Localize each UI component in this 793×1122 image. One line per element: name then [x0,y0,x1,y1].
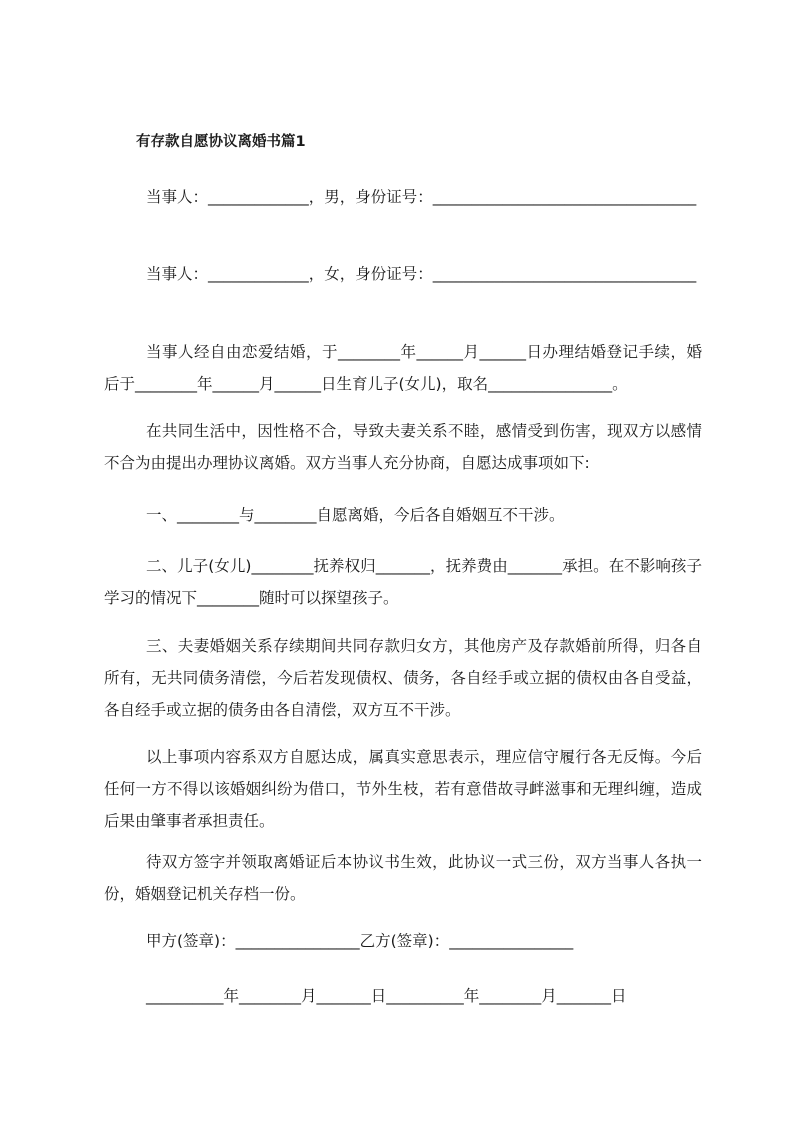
clause-1-paragraph: 一、________与________自愿离婚，今后各自婚姻互不干涉。 [146,506,565,524]
party-female-paragraph: 当事人：_____________，女，身份证号：__________________________________ [146,265,697,283]
clause-3-paragraph: 三、夫妻婚姻关系存续期间共同存款归女方，其他房产及存款婚前所得，归各自所有，无共同债务清偿，今后若发现债权、债务，各自经手或立据的债权由各自受益，各自经手或立据的债务由各自清偿，双方互不干涉。 [104,637,702,719]
signature-line: 甲方(签章)：________________乙方(签章)：________________ [146,932,574,950]
reason-paragraph: 在共同生活中，因性格不合，导致夫妻关系不睦，感情受到伤害，现双方以感情不合为由提出办理协议离婚。双方当事人充分协商，自愿达成事项如下: [104,422,702,472]
party-male-paragraph: 当事人：_____________，男，身份证号：__________________________________ [146,188,697,206]
date-line: __________年________月_______日__________年________月_______日 [146,987,627,1005]
marriage-info-paragraph: 当事人经自由恋爱结婚，于________年______月______日办理结婚登记手续，婚后于________年______月______日生育儿子(女儿)，取名________________。 [104,343,702,393]
document-title: 有存款自愿协议离婚书篇1 [136,134,306,150]
statement-paragraph: 以上事项内容系双方自愿达成，属真实意思表示，理应信守履行各无反悔。今后任何一方不得以该婚姻纠纷为借口，节外生枝，若有意借故寻衅滋事和无理纠缠，造成后果由肇事者承担责任。 [104,748,702,830]
clause-2-paragraph: 二、儿子(女儿)________抚养权归_______，抚养费由_______承担。在不影响孩子学习的情况下________随时可以探望孩子。 [104,557,702,607]
effect-paragraph: 待双方签字并领取离婚证后本协议书生效，此协议一式三份，双方当事人各执一份，婚姻登记机关存档一份。 [104,853,702,903]
